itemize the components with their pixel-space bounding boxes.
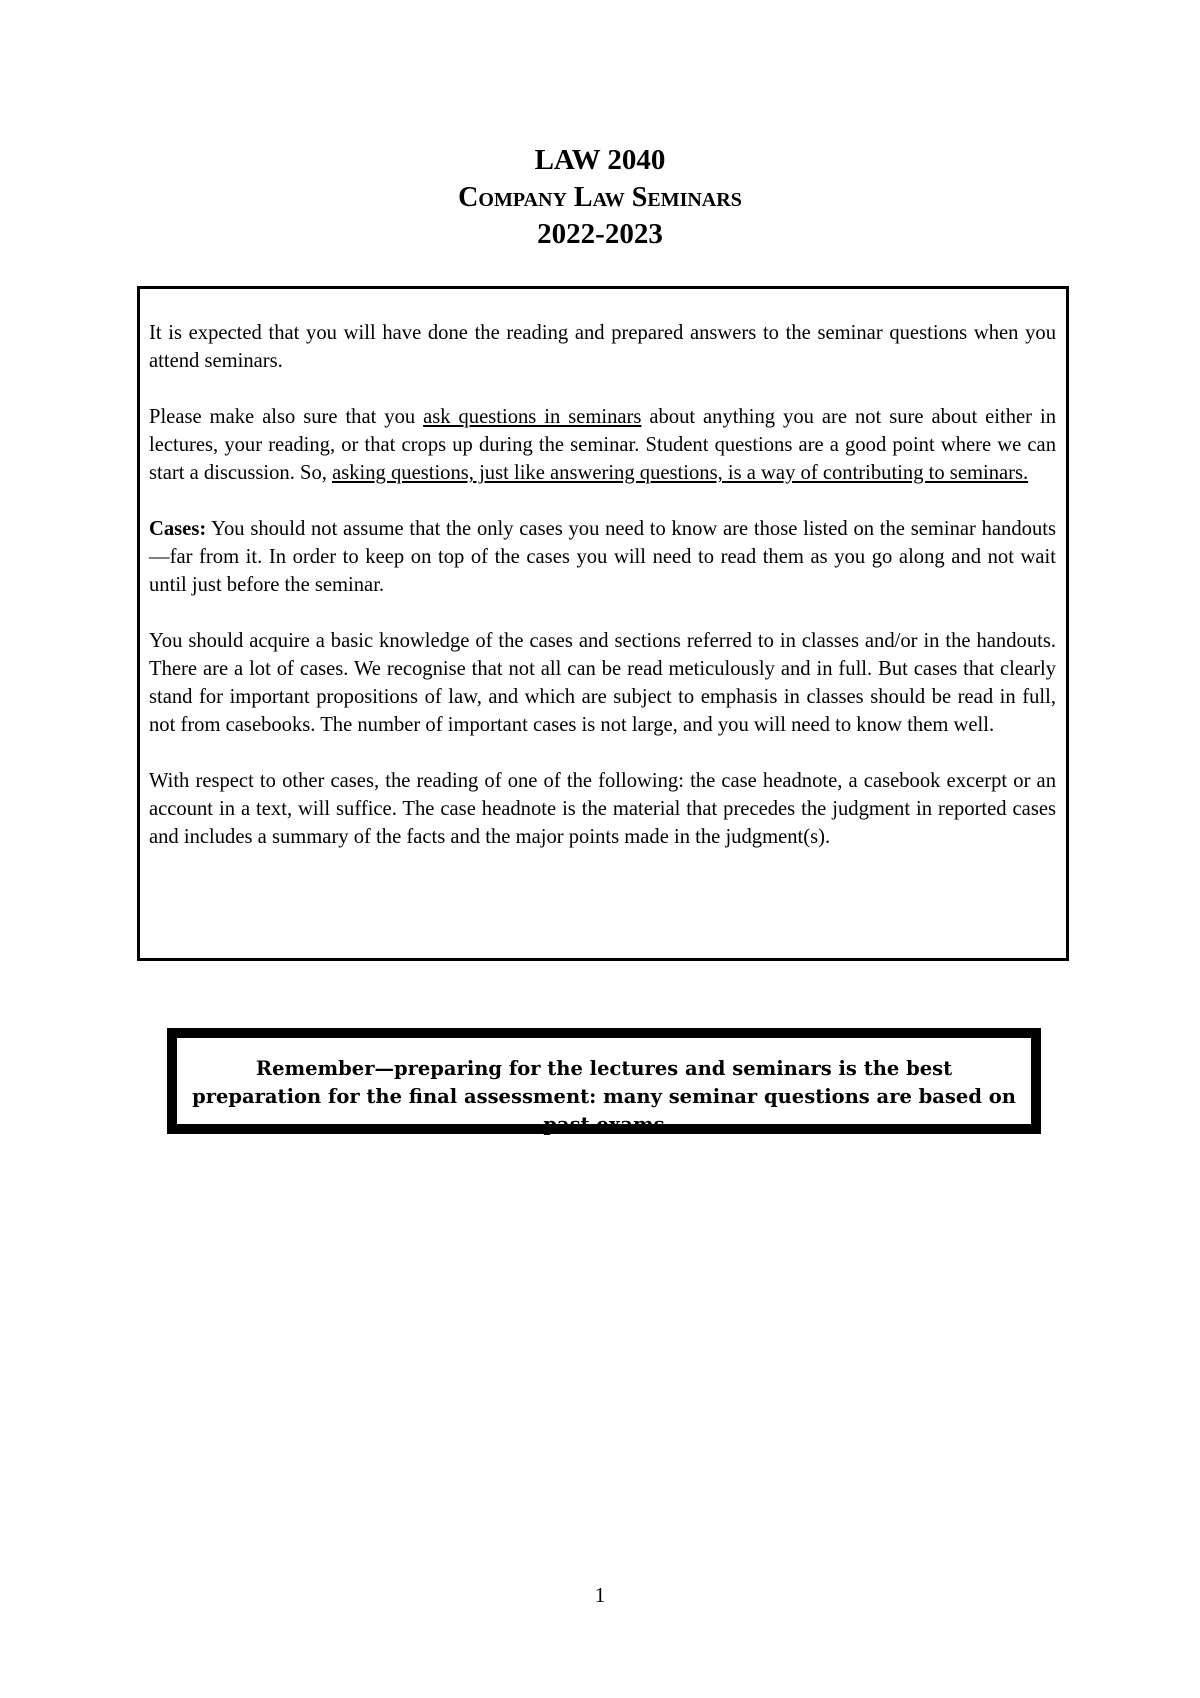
- paragraph-questions: [149, 403, 1056, 487]
- paragraph-preparation: It is expected that you will have done the reading and prepared answers to the seminar questions when you attend seminars.: [149, 322, 1056, 372]
- cases-label: Cases:: [149, 518, 207, 540]
- questions-text-middle: about anything you are not sure about either in lectures, your reading, or that crops up during the seminar. Student questions are a good point where we can start a discussion. So,: [149, 406, 1056, 484]
- contributing-emphasis: asking questions, just like answering questions, is a way of contributing to seminars.: [332, 462, 1029, 484]
- paragraph-other-cases: With respect to other cases, the reading of one of the following: the case headnote, a casebook excerpt or an account in a text, will suffice. The case headnote is the material that precedes the judgment in reported cases and includes a summary of the facts and the major points made in the judgment(s).: [149, 770, 1056, 848]
- document-title-block: [0, 142, 1200, 253]
- cases-text: You should not assume that the only cases you need to know are those listed on the seminar handouts—far from it. In order to keep on top of the cases you will need to read them as you go along and not wait until just before the seminar.: [149, 518, 1056, 596]
- page-number: 1: [594, 1583, 606, 1607]
- reminder-text: Remember—preparing for the lectures and seminars is the best preparation for the final assessment: many seminar questions are based on past exams: [192, 1057, 1016, 1136]
- course-code: LAW 2040: [534, 144, 666, 176]
- questions-text-before: Please make also sure that you: [149, 406, 424, 428]
- guidance-box: [137, 286, 1069, 961]
- course-title: Company Law Seminars: [458, 182, 742, 213]
- academic-year: 2022-2023: [537, 218, 663, 250]
- paragraph-knowledge: You should acquire a basic knowledge of the cases and sections referred to in classes and/or in the handouts. There are a lot of cases. We recognise that not all can be read meticulously and in full. But cases that clearly stand for important propositions of law, and which are subject to emphasis in classes should be read in full, not from casebooks. The number of important cases is not large, and you will need to know them well.: [149, 630, 1056, 736]
- paragraph-cases: [149, 515, 1056, 599]
- reminder-box: [167, 1028, 1041, 1134]
- ask-questions-emphasis: ask questions in seminars: [423, 406, 642, 428]
